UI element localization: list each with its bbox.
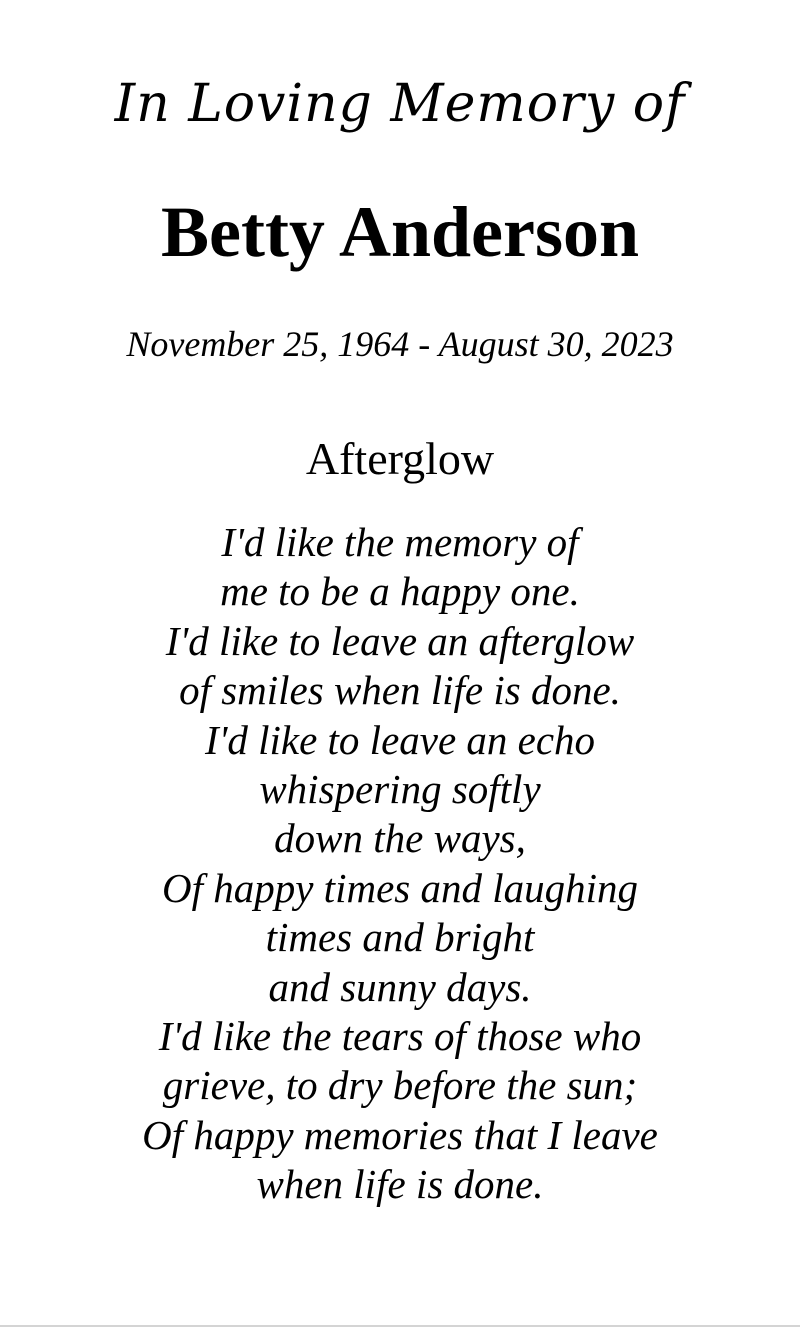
bottom-divider: [0, 1325, 800, 1327]
poem-line: when life is done.: [256, 1161, 544, 1208]
deceased-name: Betty Anderson: [160, 192, 640, 272]
poem-line: me to be a happy one.: [220, 568, 580, 615]
poem-title: Afterglow: [305, 433, 495, 484]
poem-line: I'd like to leave an echo: [204, 716, 596, 763]
poem-line: I'd like to leave an afterglow: [165, 617, 635, 664]
memorial-heading: In Loving Memory of: [114, 74, 686, 134]
poem-line: and sunny days.: [268, 963, 532, 1010]
poem-line: I'd like the tears of those who: [158, 1013, 642, 1060]
poem-line: I'd like the memory of: [221, 519, 579, 565]
poem-line: down the ways,: [274, 815, 526, 862]
poem-line: grieve, to dry before the sun;: [162, 1062, 638, 1109]
poem-line: Of happy memories that I leave: [142, 1111, 658, 1158]
poem-line: whispering softly: [259, 766, 541, 813]
poem-line: Of happy times and laughing: [161, 864, 639, 911]
poem-body: [0, 518, 800, 1210]
poem-line: of smiles when life is done.: [179, 667, 621, 714]
life-dates: November 25, 1964 - August 30, 2023: [126, 324, 674, 364]
poem-line: times and bright: [265, 914, 535, 961]
